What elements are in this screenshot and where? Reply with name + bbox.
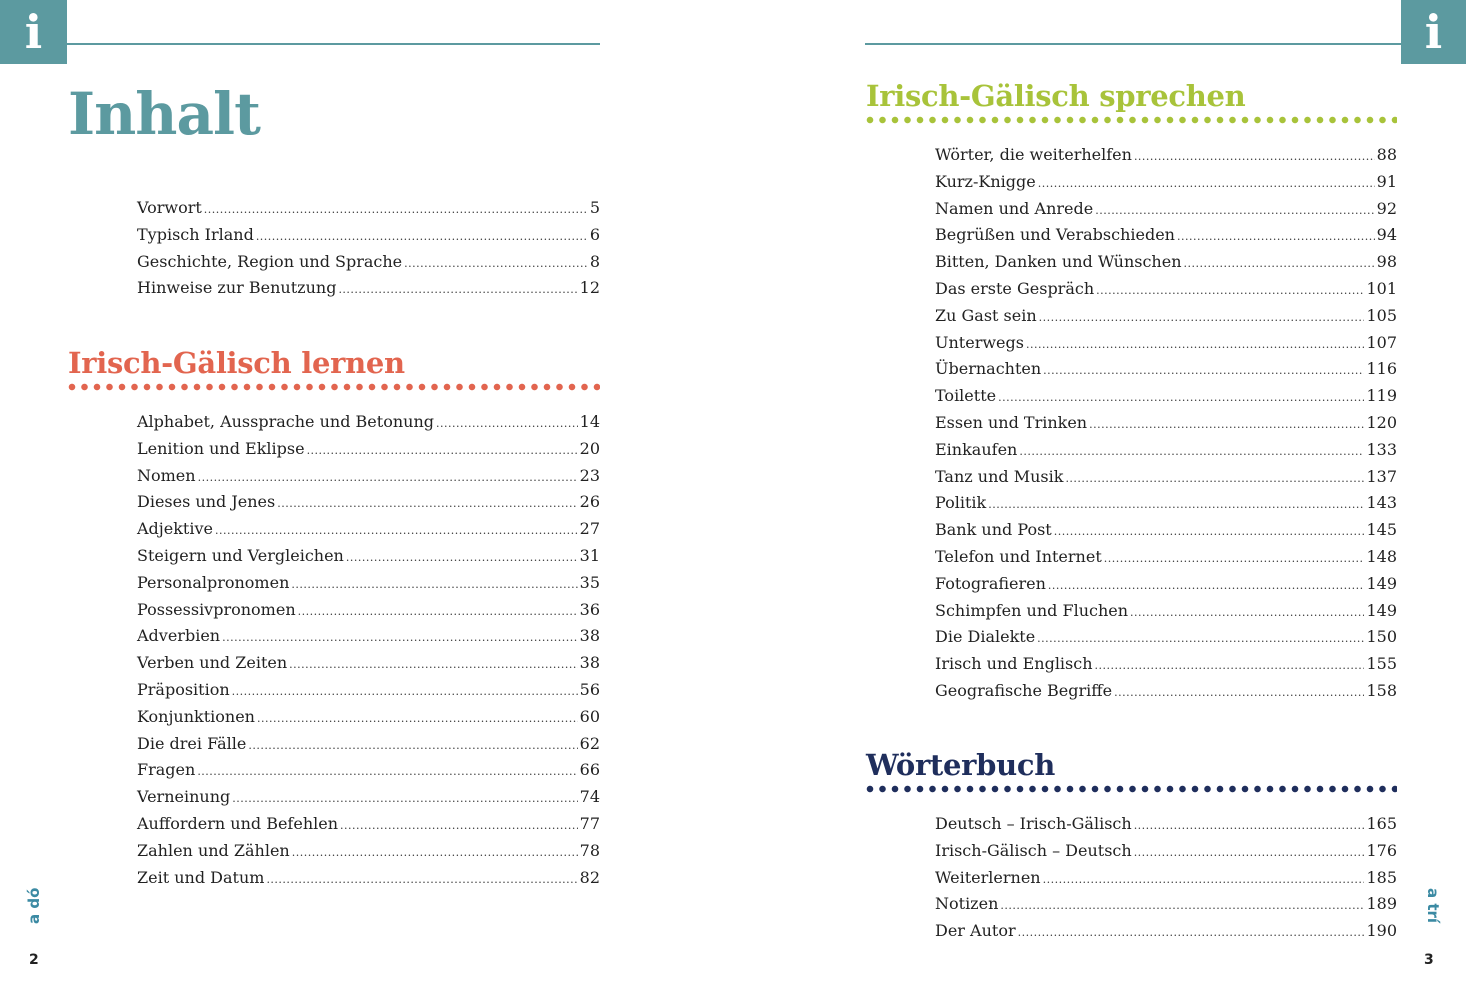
- toc-entry-title: Die Dialekte: [935, 627, 1036, 647]
- toc-entry-title: Zahlen und Zählen: [137, 840, 290, 860]
- toc-entry[interactable]: [935, 303, 1397, 330]
- toc-entry-page: 35: [579, 572, 600, 592]
- toc-entry-title: Bitten, Danken und Wünschen: [935, 252, 1182, 272]
- toc-entry-title: Typisch Irland: [137, 224, 254, 244]
- toc-entry-title: Namen und Anrede: [935, 198, 1094, 218]
- toc-entry-page: 12: [579, 278, 600, 298]
- toc-intro-list: [137, 195, 600, 302]
- toc-entry-title: Auffordern und Befehlen: [137, 813, 339, 833]
- section-woerterbuch: [866, 747, 1397, 793]
- toc-entry[interactable]: [935, 624, 1397, 651]
- toc-entry-page: 56: [579, 679, 600, 699]
- dot-leader: [256, 224, 588, 251]
- toc-entry[interactable]: [137, 865, 600, 892]
- dot-leader: [404, 251, 588, 278]
- dot-leader: [1095, 198, 1374, 225]
- toc-entry-page: 143: [1366, 493, 1397, 513]
- dot-leader: [1000, 893, 1364, 920]
- toc-entry-title: Irisch und Englisch: [935, 654, 1093, 674]
- toc-sprechen-list: [935, 142, 1397, 705]
- toc-entry-title: Präposition: [137, 679, 230, 699]
- dot-leader: [346, 545, 578, 572]
- toc-entry[interactable]: [935, 651, 1397, 678]
- dot-leader: [1089, 412, 1364, 439]
- toc-entry-page: 92: [1376, 198, 1397, 218]
- toc-entry-title: Weiterlernen: [935, 867, 1041, 887]
- info-icon-left: i: [0, 0, 67, 64]
- toc-entry[interactable]: [137, 811, 600, 838]
- toc-entry-page: 38: [579, 653, 600, 673]
- dot-leader: [1043, 358, 1364, 385]
- dot-leader: [988, 492, 1364, 519]
- toc-entry-page: 78: [579, 840, 600, 860]
- toc-entry[interactable]: [137, 463, 600, 490]
- toc-entry-page: 82: [579, 867, 600, 887]
- toc-entry-title: Wörter, die weiterhelfen: [935, 145, 1132, 164]
- toc-entry-page: 190: [1366, 921, 1397, 941]
- side-label-left: a dó: [25, 887, 43, 924]
- toc-entry[interactable]: [935, 276, 1397, 303]
- dot-leader: [289, 652, 577, 679]
- dot-leader: [197, 759, 577, 786]
- toc-entry-page: 6: [589, 224, 600, 244]
- toc-entry-page: 137: [1366, 466, 1397, 486]
- dot-leader: [1039, 305, 1365, 332]
- toc-entry[interactable]: [935, 517, 1397, 544]
- toc-entry-title: Schimpfen und Fluchen: [935, 600, 1129, 620]
- toc-entry-page: 36: [579, 599, 600, 619]
- toc-entry[interactable]: [137, 757, 600, 784]
- page-number-right: 3: [1424, 952, 1434, 968]
- toc-entry-title: Lenition und Eklipse: [137, 438, 305, 458]
- toc-entry-page: 165: [1366, 814, 1397, 833]
- toc-entry-page: 8: [589, 251, 600, 271]
- toc-entry[interactable]: [935, 811, 1397, 838]
- toc-entry[interactable]: [137, 195, 600, 222]
- toc-entry[interactable]: [935, 678, 1397, 705]
- toc-entry-page: 158: [1366, 680, 1397, 700]
- toc-entry-page: 149: [1366, 573, 1397, 593]
- dot-leader: [1037, 626, 1364, 653]
- toc-entry-title: Verben und Zeiten: [137, 653, 288, 673]
- toc-entry-title: Kurz-Knigge: [935, 171, 1036, 191]
- dot-leader: [1134, 144, 1375, 171]
- toc-entry[interactable]: [935, 838, 1397, 865]
- header-rule-right: [865, 43, 1402, 45]
- dot-leader: [1019, 439, 1364, 466]
- toc-entry-title: Übernachten: [935, 359, 1042, 379]
- toc-entry-page: 189: [1366, 894, 1397, 914]
- dot-leader: [257, 706, 578, 733]
- section-heading-sprechen: Irisch-Gälisch sprechen: [866, 79, 1246, 113]
- toc-woerterbuch-list: [935, 811, 1397, 945]
- toc-entry-page: 26: [579, 492, 600, 512]
- toc-entry-page: 176: [1366, 840, 1397, 860]
- toc-entry[interactable]: [137, 436, 600, 463]
- toc-entry-page: 88: [1376, 145, 1397, 164]
- dot-leader: [204, 197, 588, 224]
- toc-entry[interactable]: [935, 330, 1397, 357]
- dot-leader: [1054, 519, 1365, 546]
- dot-leader: [292, 840, 578, 867]
- dot-leader: [307, 438, 578, 465]
- toc-entry-page: 120: [1366, 412, 1397, 432]
- toc-lernen-list: [137, 409, 600, 891]
- dot-leader: [248, 733, 577, 760]
- toc-entry-title: Geografische Begriffe: [935, 680, 1113, 700]
- toc-entry-page: 27: [579, 519, 600, 539]
- toc-entry-title: Toilette: [935, 386, 997, 406]
- toc-entry[interactable]: [935, 142, 1397, 169]
- toc-entry-title: Der Autor: [935, 921, 1016, 941]
- toc-entry-page: 38: [579, 626, 600, 646]
- toc-entry-page: 150: [1366, 627, 1397, 647]
- toc-entry-title: Adverbien: [137, 626, 221, 646]
- toc-entry[interactable]: [137, 222, 600, 249]
- toc-entry[interactable]: [935, 249, 1397, 276]
- toc-entry-title: Alphabet, Aussprache und Betonung: [137, 412, 434, 431]
- info-icon-right: i: [1401, 0, 1466, 64]
- dot-leader: [215, 518, 578, 545]
- dot-leader: [298, 599, 578, 626]
- toc-entry-page: 185: [1366, 867, 1397, 887]
- dot-leader: [1184, 251, 1375, 278]
- toc-entry-title: Nomen: [137, 465, 196, 485]
- toc-entry-page: 94: [1376, 225, 1397, 245]
- toc-entry-page: 14: [579, 412, 600, 431]
- toc-entry[interactable]: [935, 169, 1397, 196]
- toc-entry-title: Politik: [935, 493, 987, 513]
- dot-leader: [1096, 278, 1364, 305]
- toc-entry-title: Das erste Gespräch: [935, 278, 1095, 298]
- toc-entry-title: Vorwort: [137, 198, 202, 217]
- dot-leader: [1018, 920, 1365, 947]
- dot-leader: [1114, 680, 1364, 707]
- dot-leader: [338, 277, 577, 304]
- toc-entry-page: 155: [1366, 654, 1397, 674]
- toc-entry[interactable]: [137, 623, 600, 650]
- toc-entry[interactable]: [935, 544, 1397, 571]
- toc-entry-page: 66: [579, 760, 600, 780]
- toc-entry[interactable]: [935, 464, 1397, 491]
- dot-leader: [1134, 840, 1365, 867]
- toc-entry-title: Hinweise zur Benutzung: [137, 278, 337, 298]
- toc-entry-page: 23: [579, 465, 600, 485]
- dot-leader: [998, 385, 1364, 412]
- toc-entry[interactable]: [137, 275, 600, 302]
- toc-entry[interactable]: [935, 222, 1397, 249]
- dot-leader: [198, 465, 578, 492]
- toc-entry[interactable]: [137, 650, 600, 677]
- toc-entry-page: 107: [1366, 332, 1397, 352]
- toc-entry-title: Dieses und Jenes: [137, 492, 276, 512]
- toc-entry[interactable]: [935, 490, 1397, 517]
- toc-entry-page: 91: [1376, 171, 1397, 191]
- toc-entry-title: Konjunktionen: [137, 706, 255, 726]
- toc-entry[interactable]: [137, 516, 600, 543]
- page-title: Inhalt: [68, 80, 260, 148]
- side-label-right: a trí: [1424, 888, 1442, 924]
- dot-leader: [1026, 332, 1365, 359]
- toc-entry-page: 149: [1366, 600, 1397, 620]
- toc-entry-title: Deutsch – Irisch-Gälisch: [935, 814, 1132, 833]
- toc-entry[interactable]: [935, 918, 1397, 945]
- toc-entry[interactable]: [935, 865, 1397, 892]
- toc-entry-page: 31: [579, 545, 600, 565]
- dot-leader: [1104, 546, 1365, 573]
- toc-entry-title: Zu Gast sein: [935, 305, 1037, 325]
- toc-entry-page: 77: [579, 813, 600, 833]
- toc-entry-title: Bank und Post: [935, 520, 1052, 540]
- toc-entry[interactable]: [935, 437, 1397, 464]
- dot-leader: [1065, 466, 1364, 493]
- dot-leader: [436, 411, 578, 438]
- dot-leader: [232, 786, 577, 813]
- section-heading-woerterbuch: Wörterbuch: [866, 748, 1056, 782]
- toc-entry-title: Possessivpronomen: [137, 599, 296, 619]
- toc-entry-page: 5: [589, 198, 600, 217]
- toc-entry-page: 98: [1376, 252, 1397, 272]
- toc-entry-page: 145: [1366, 520, 1397, 540]
- toc-entry[interactable]: [137, 784, 600, 811]
- toc-entry-page: 133: [1366, 439, 1397, 459]
- toc-entry-page: 74: [579, 787, 600, 807]
- toc-entry-title: Unterwegs: [935, 332, 1024, 352]
- dot-leader: [1043, 867, 1365, 894]
- dotted-divider: [68, 383, 600, 391]
- toc-entry[interactable]: [137, 543, 600, 570]
- toc-entry-page: 119: [1366, 386, 1397, 406]
- dot-leader: [222, 625, 578, 652]
- dot-leader: [291, 572, 577, 599]
- toc-entry[interactable]: [137, 838, 600, 865]
- toc-entry-title: Adjektive: [137, 519, 213, 539]
- dotted-divider: [866, 785, 1397, 793]
- toc-entry-page: 20: [579, 438, 600, 458]
- toc-entry-title: Verneinung: [137, 787, 231, 807]
- toc-entry[interactable]: [935, 410, 1397, 437]
- toc-entry[interactable]: [137, 249, 600, 276]
- toc-entry[interactable]: [137, 489, 600, 516]
- toc-entry-title: Personalpronomen: [137, 572, 290, 592]
- dotted-divider: [866, 116, 1397, 124]
- toc-entry[interactable]: [935, 571, 1397, 598]
- dot-leader: [1177, 224, 1375, 251]
- section-heading-lernen: Irisch-Gälisch lernen: [68, 346, 405, 380]
- toc-entry-title: Geschichte, Region und Sprache: [137, 251, 403, 271]
- toc-entry-title: Die drei Fälle: [137, 733, 247, 753]
- toc-entry-page: 101: [1366, 278, 1397, 298]
- toc-entry[interactable]: [935, 598, 1397, 625]
- toc-entry[interactable]: [935, 383, 1397, 410]
- dot-leader: [340, 813, 578, 840]
- toc-entry-title: Begrüßen und Verabschieden: [935, 225, 1175, 245]
- toc-entry-title: Fotografieren: [935, 573, 1046, 593]
- dot-leader: [1048, 573, 1365, 600]
- toc-entry[interactable]: [137, 597, 600, 624]
- section-sprechen: [866, 78, 1397, 124]
- toc-entry-title: Telefon und Internet: [935, 546, 1102, 566]
- toc-entry-title: Zeit und Datum: [137, 867, 265, 887]
- toc-entry-title: Essen und Trinken: [935, 412, 1088, 432]
- dot-leader: [1134, 813, 1365, 840]
- dot-leader: [266, 867, 577, 894]
- toc-entry[interactable]: [137, 704, 600, 731]
- dot-leader: [277, 491, 577, 518]
- dot-leader: [232, 679, 578, 706]
- toc-entry[interactable]: [935, 891, 1397, 918]
- toc-entry-page: 116: [1366, 359, 1397, 379]
- toc-entry-title: Tanz und Musik: [935, 466, 1064, 486]
- toc-entry-page: 62: [579, 733, 600, 753]
- toc-entry[interactable]: [137, 570, 600, 597]
- toc-entry-page: 105: [1366, 305, 1397, 325]
- toc-entry[interactable]: [935, 356, 1397, 383]
- toc-entry-title: Einkaufen: [935, 439, 1018, 459]
- toc-entry[interactable]: [935, 196, 1397, 223]
- toc-entry-page: 148: [1366, 546, 1397, 566]
- toc-entry[interactable]: [137, 731, 600, 758]
- dot-leader: [1038, 171, 1375, 198]
- toc-entry-page: 60: [579, 706, 600, 726]
- toc-entry-title: Irisch-Gälisch – Deutsch: [935, 840, 1132, 860]
- section-lernen: [68, 345, 600, 391]
- toc-entry-title: Fragen: [137, 760, 196, 780]
- page-number-left: 2: [29, 952, 39, 968]
- toc-entry-title: Steigern und Vergleichen: [137, 545, 344, 565]
- header-rule-left: [67, 43, 600, 45]
- toc-entry-title: Notizen: [935, 894, 999, 914]
- toc-entry[interactable]: [137, 409, 600, 436]
- dot-leader: [1095, 653, 1365, 680]
- toc-entry[interactable]: [137, 677, 600, 704]
- dot-leader: [1130, 600, 1364, 627]
